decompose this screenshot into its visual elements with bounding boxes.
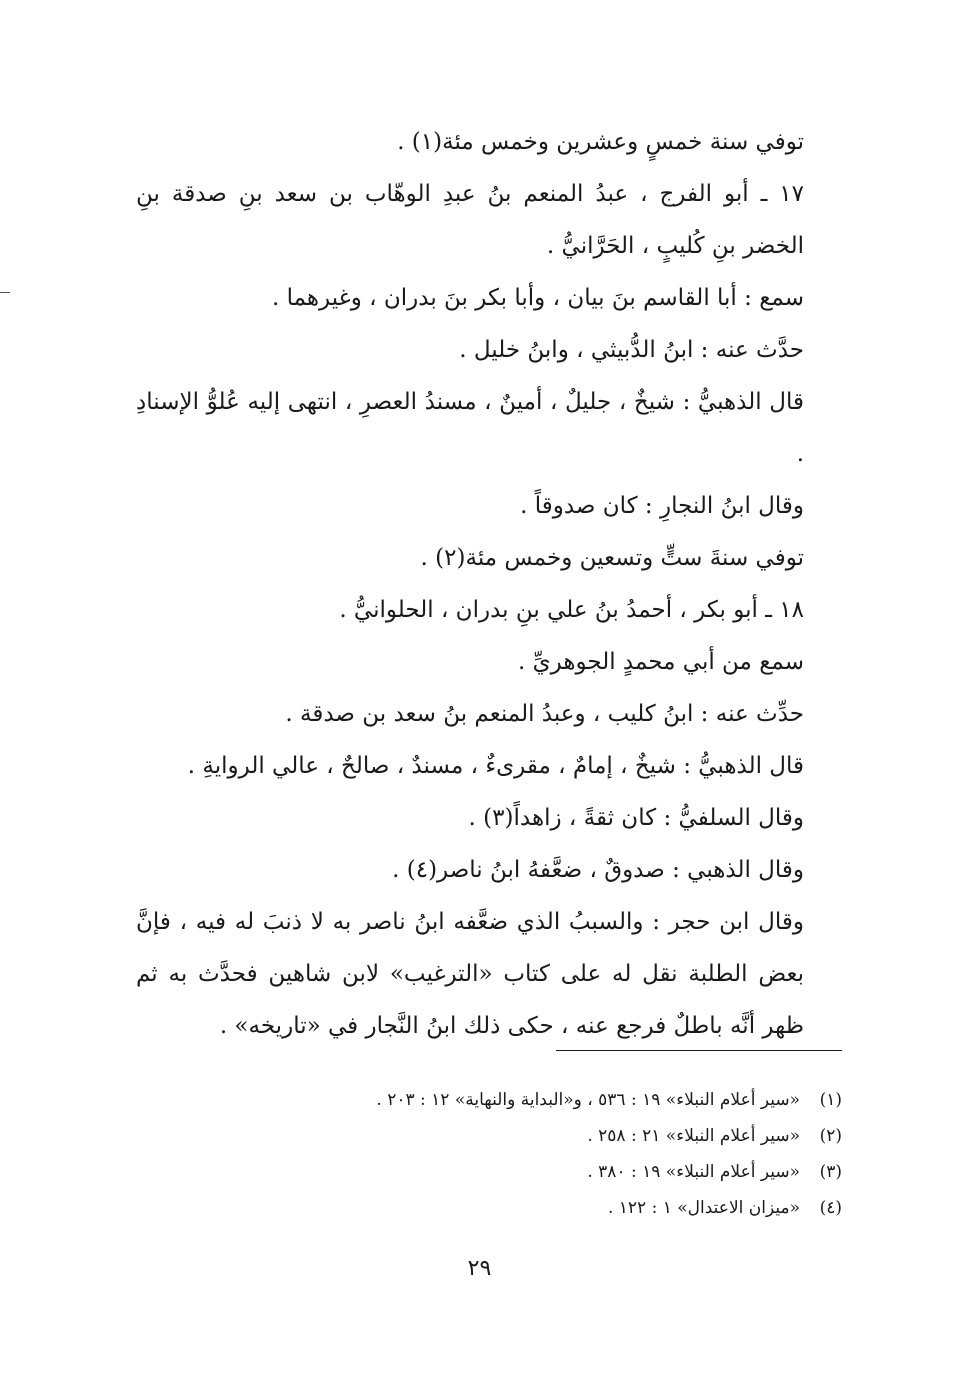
entry-17-heading: ١٧ ـ أبو الفرج ، عبدُ المنعم بنُ عبدِ الوهّاب بن سعد بنِ صدقة بنِ الخضر بنِ كُليبٍ ، الحَرَّانيُّ . (136, 181, 804, 259)
paragraph: حدِّث عنه : ابنُ كليب ، وعبدُ المنعم بنُ سعد بن صدقة . (285, 701, 804, 727)
footnote-separator (556, 1050, 842, 1051)
paragraph: سمع : أبا القاسم بنَ بيان ، وأبا بكر بنَ بدران ، وغيرهما . (272, 285, 804, 311)
footnote-text: «سير أعلام النبلاء» ١٩ : ٣٨٠ . (587, 1162, 800, 1182)
paragraph: قال الذهبيُّ : شيخٌ ، جليلٌ ، أمينٌ ، مسندُ العصرِ ، انتهى إليه عُلوُّ الإسنادِ . (136, 389, 804, 467)
footnote (136, 1082, 842, 1118)
paragraph: حدَّث عنه : ابنُ الدُّبيثي ، وابنُ خليل . (459, 337, 804, 363)
margin-mark (0, 292, 10, 293)
paragraph: توفي سنة خمسٍ وعشرين وخمس مئة(١) . (397, 129, 804, 155)
footnote-number: (١) (819, 1090, 842, 1110)
paragraph: وقال الذهبي : صدوقٌ ، ضعَّفهُ ابنُ ناصر(٤) . (392, 857, 804, 883)
footnote (136, 1190, 842, 1226)
footnote-text: «سير أعلام النبلاء» ١٩ : ٥٣٦ ، و«البداية والنهاية» ١٢ : ٢٠٣ . (376, 1090, 800, 1110)
footnote-number: (٤) (819, 1198, 842, 1218)
paragraph: سمع من أبي محمدٍ الجوهريِّ . (518, 649, 804, 675)
footnote-text: «سير أعلام النبلاء» ٢١ : ٢٥٨ . (587, 1126, 800, 1146)
paragraph: قال الذهبيُّ : شيخٌ ، إمامٌ ، مقرىءٌ ، مسندٌ ، صالحٌ ، عالي الروايةِ . (187, 753, 804, 779)
footnotes (136, 1082, 842, 1226)
footnote (136, 1154, 842, 1190)
paragraph: وقال السلفيُّ : كان ثقةً ، زاهداً(٣) . (468, 805, 804, 831)
page-number: ٢٩ (467, 1256, 492, 1281)
footnote-number: (٣) (819, 1162, 842, 1182)
footnote (136, 1118, 842, 1154)
footnote-text: «ميزان الاعتدال» ١ : ١٢٢ . (607, 1198, 800, 1218)
footnote-number: (٢) (819, 1126, 842, 1146)
paragraph: وقال ابن حجر : والسببُ الذي ضعَّفه ابنُ ناصر به لا ذنبَ له فيه ، فإنَّ بعض الطلبة نقل له على كتاب «الترغيب» لابن شاهين فحدَّث به ثم ظهر أنَّه باطلٌ فرجع عنه ، حكى ذلك ابنُ النَّجار في «تاريخه» . (136, 909, 804, 1039)
paragraph: توفي سنةَ ستٍّ وتسعين وخمس مئة(٢) . (420, 545, 804, 571)
entry-18-heading: ١٨ ـ أبو بكر ، أحمدُ بنُ علي بنِ بدران ، الحلوانيُّ . (339, 597, 804, 623)
main-text (136, 116, 842, 1052)
paragraph: وقال ابنُ النجارِ : كان صدوقاً . (520, 493, 804, 519)
